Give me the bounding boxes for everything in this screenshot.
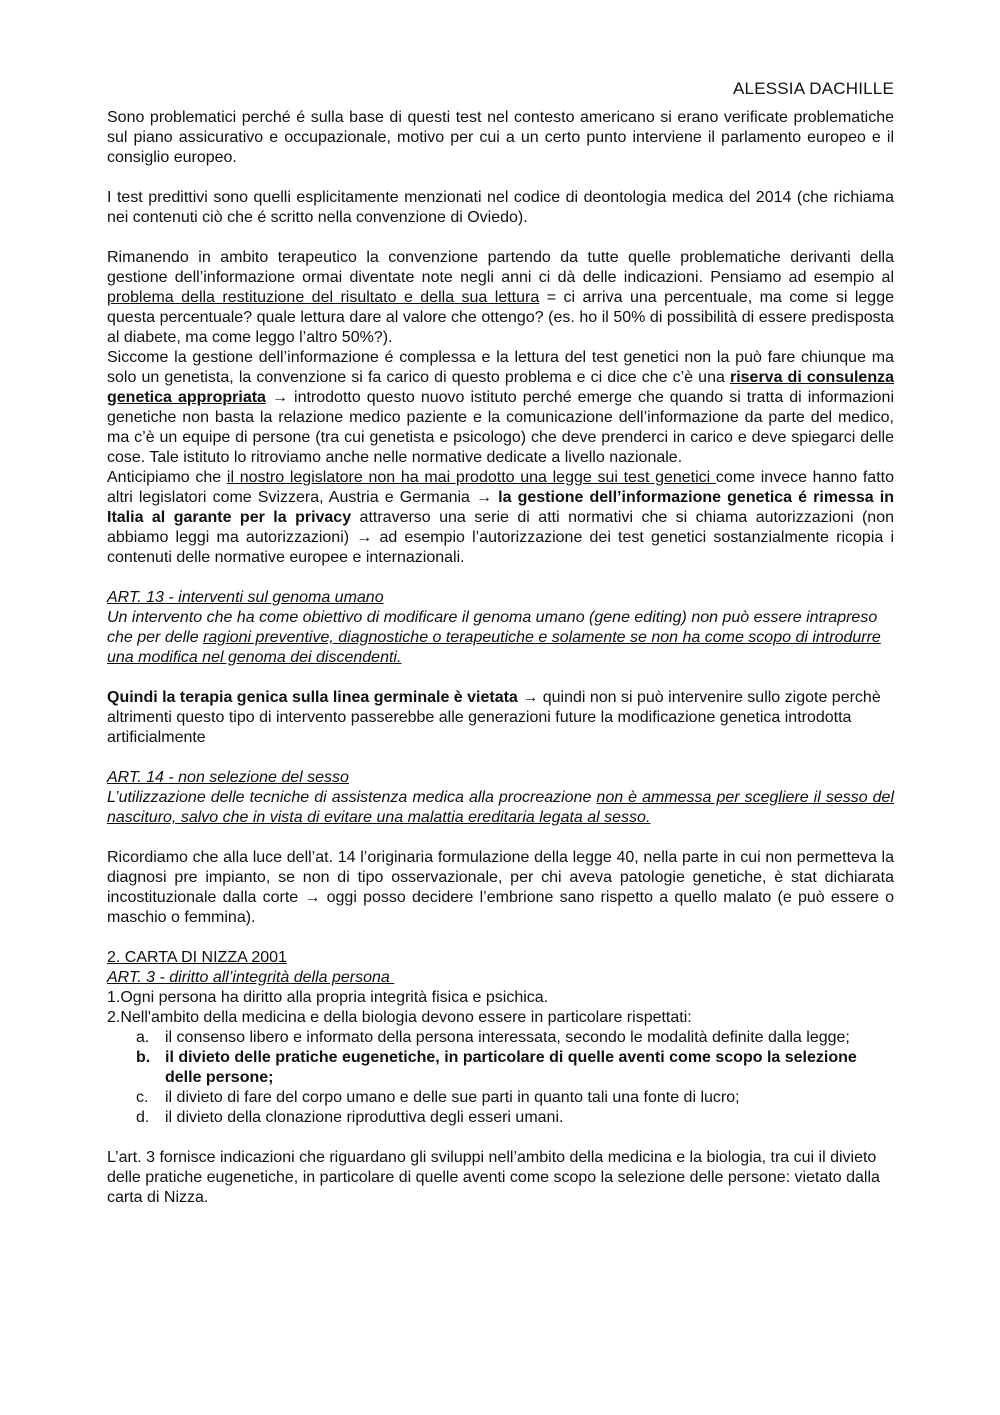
art13-body: [107, 608, 894, 668]
list-item-text: il consenso libero e informato della persona interessata, secondo le modalità definite dalla legge;: [165, 1029, 850, 1046]
p4-text-b: → introdotto questo nuovo istituto perché emerge che quando si tratta di informazioni genetiche non basta la relazione medico paziente e la comunicazione dell’informazione da parte del medico, ma c’è un equipe di persone (tra cui genetista e psicologo) che deve prenderci in carico e deve spiegarci delle cose. Tale istituto lo ritroviamo anche nelle normative dedicate a livello nazionale.: [107, 389, 895, 466]
p4-bold-underlined: riserva di consulenza genetica appropriata: [107, 369, 895, 406]
nizza-item-1: 1.Ogni persona ha diritto alla propria integrità fisica e psichica.: [107, 989, 549, 1006]
paragraph-2: I test predittivi sono quelli esplicitamente menzionati nel codice di deontologia medica del 2014 (che richiama nei contenuti ciò che é scritto nella convenzione di Oviedo).: [107, 189, 894, 226]
p4-text-a: Siccome la gestione dell’informazione é complessa e la lettura del test genetici non la può fare chiunque ma solo un genetista, la convenzione si fa carico di questo problema e ci dice che c’è una: [107, 349, 894, 386]
p5-text-b: come invece hanno fatto altri legislatori come Svizzera, Austria e Germania →: [107, 469, 894, 506]
list-item-text: il divieto delle pratiche eugenetiche, in particolare di quelle aventi come scopo la selezione delle persone;: [165, 1049, 857, 1086]
paragraph-1: Sono problematici perché é sulla base di questi test nel contesto americano si erano verificate problematiche sul piano assicurativo e occupazionale, motivo per cui a un certo punto interviene il parlamento europeo e il consiglio europeo.: [107, 109, 894, 166]
document-page: [107, 78, 894, 1208]
paragraph-5: [107, 468, 894, 568]
author-header: ALESSIA DACHILLE: [733, 79, 894, 98]
p3-text-a: Rimanendo in ambito terapeutico la convenzione partendo da tutte quelle problematiche derivanti della gestione dell’informazione ormai diventate note negli anni ci dà delle indicazioni. Pensiamo ad esempio al: [107, 249, 894, 286]
nizza-subitem-d: [136, 1108, 894, 1128]
list-marker: a.: [136, 1029, 150, 1046]
nizza-title: 2. CARTA DI NIZZA 2001: [107, 949, 287, 966]
p5-bold: la gestione dell’informazione genetica é rimessa in Italia al garante per la privacy: [107, 489, 894, 526]
art14-text-a: L’utilizzazione delle tecniche di assistenza medica alla procreazione: [107, 789, 597, 806]
p3-underlined: problema della restituzione del risultato e della sua lettura: [107, 289, 540, 306]
art14-underlined: non è ammessa per scegliere il sesso del nascituro, salvo che in vista di evitare una malattia ereditaria legata al sesso.: [107, 789, 895, 826]
nizza-subitem-b: [136, 1048, 894, 1088]
paragraph-3: [107, 248, 894, 348]
paragraph-7: Ricordiamo che alla luce dell’at. 14 l’originaria formulazione della legge 40, nella parte in cui non permetteva la diagnosi pre impianto, se non di tipo osservazionale, per chi aveva patologie genetiche, è stat dichiarata incostituzionale dalla corte → oggi posso decidere l’embrione sano rispetto a quello malato (e può essere o maschio o femmina).: [107, 849, 894, 926]
art13-title: ART. 13 - interventi sul genoma umano: [107, 589, 384, 606]
nizza-subitem-a: [136, 1028, 894, 1048]
paragraph-8: L’art. 3 fornisce indicazioni che riguardano gli sviluppi nell’ambito della medicina e la biologia, tra cui il divieto delle pratiche eugenetiche, in particolare di quelle aventi come scopo la selezione delle persone: vietato dalla carta di Nizza.: [107, 1149, 880, 1206]
nizza-sublist: [107, 1028, 894, 1128]
nizza-subitem-c: [136, 1088, 894, 1108]
paragraph-4: [107, 348, 894, 468]
p3-text-b: = ci arriva una percentuale, ma come si legge questa percentuale? quale lettura dare al valore che ottengo? (es. ho il 50% di possibilità di essere predisposta al diabete, ma come leggo l’altro 50%?).: [107, 289, 894, 346]
nizza-art3-title: ART. 3 - diritto all’integrità della persona: [107, 969, 395, 986]
art13-text-a: Un intervento che ha come obiettivo di modificare il genoma umano (gene editing) non può essere intrapreso che per delle: [107, 609, 878, 646]
list-marker: b.: [136, 1049, 151, 1066]
p5-underlined: il nostro legislatore non ha mai prodotto una legge sui test genetici: [226, 469, 716, 486]
art14-body: [107, 788, 894, 828]
p5-text-a: Anticipiamo che: [107, 469, 227, 486]
p6-text-a: → quindi non si può intervenire sullo zigote perchè altrimenti questo tipo di intervento passerebbe alle generazioni future la modificazione genetica introdotta artificialmente: [107, 689, 881, 746]
paragraph-6: [107, 688, 894, 748]
art13-underlined: ragioni preventive, diagnostiche o terapeutiche e solamente se non ha come scopo di introdurre una modifica nel genoma dei discendenti.: [107, 629, 881, 666]
p5-text-c: attraverso una serie di atti normativi che si chiama autorizzazioni (non abbiamo leggi ma autorizzazioni) → ad esempio l’autorizzazione dei test genetici sostanzialmente ricopia i contenuti delle normative europee e internazionali.: [107, 509, 894, 566]
art14-title: ART. 14 - non selezione del sesso: [107, 769, 349, 786]
list-marker: d.: [136, 1109, 150, 1126]
list-marker: c.: [136, 1089, 149, 1106]
list-item-text: il divieto della clonazione riproduttiva degli esseri umani.: [165, 1109, 564, 1126]
p6-bold: Quindi la terapia genica sulla linea germinale è vietata: [107, 689, 518, 706]
nizza-item-2: 2.Nell'ambito della medicina e della biologia devono essere in particolare rispettati:: [107, 1009, 692, 1026]
list-item-text: il divieto di fare del corpo umano e delle sue parti in quanto tali una fonte di lucro;: [165, 1089, 740, 1106]
